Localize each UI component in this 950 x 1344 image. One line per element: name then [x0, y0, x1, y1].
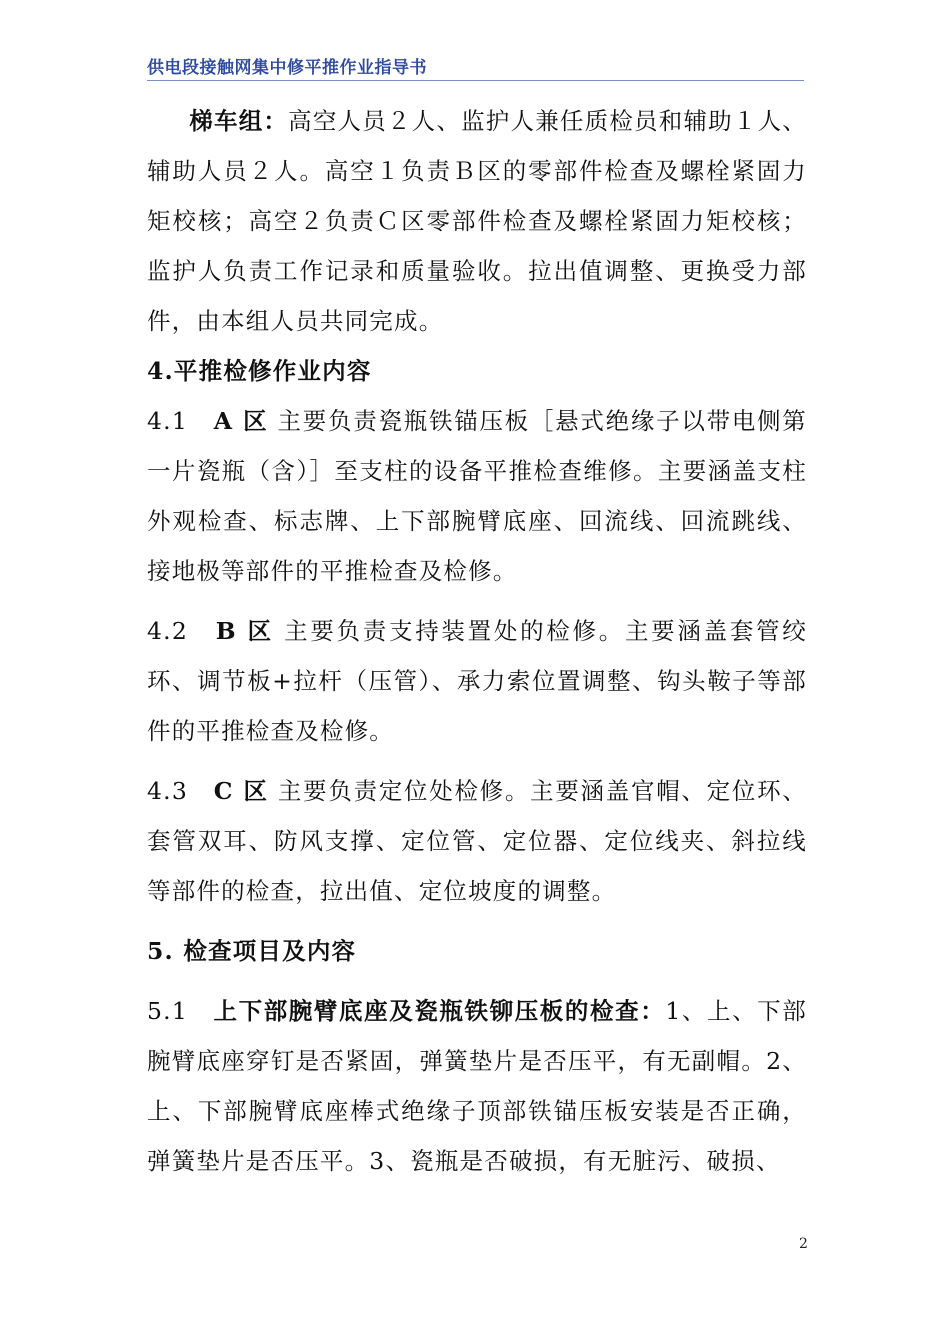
section-5-1-label: 上下部腕臂底座及瓷瓶铁铆压板的检查：	[213, 997, 666, 1025]
section-text-5-1: 1、上、下部腕臂底座穿钉是否紧固，弹簧垫片是否压平，有无副帽。2、上、下部腕臂底座棒式绝缘子顶部铁锚压板安装是否正确，弹簧垫片是否压平。3、瓷瓶是否破损，有无脏污、破损、	[147, 997, 807, 1175]
page-number: 2	[799, 1236, 808, 1252]
section-text-4-2: 主要负责支持装置处的检修。主要涵盖套管绞环、调节板+拉杆（压管）、承力索位置调整、钩头鞍子等部件的平推检查及检修。	[147, 617, 807, 745]
ladder-team-label: 梯车组：	[189, 107, 289, 135]
ladder-team-text: 高空人员２人、监护人兼任质检员和辅助１人、辅助人员２人。高空１负责Ｂ区的零部件检查及螺栓紧固力矩校核；高空２负责Ｃ区零部件检查及螺栓紧固力矩校核；监护人负责工作记录和质量验收。拉出值调整、更换受力部件，由本组人员共同完成。	[147, 107, 807, 335]
section-text-4-3: 主要负责定位处检修。主要涵盖官帽、定位环、套管双耳、防风支撑、定位管、定位器、定位线夹、斜拉线等部件的检查，拉出值、定位坡度的调整。	[147, 777, 807, 905]
section-text-4-1: 主要负责瓷瓶铁锚压板［悬式绝缘子以带电侧第一片瓷瓶（含）］至支柱的设备平推检查维修。主要涵盖支柱外观检查、标志牌、上下部腕臂底座、回流线、回流跳线、接地极等部件的平推检查及检修。	[147, 407, 807, 585]
header-rule	[147, 80, 804, 81]
section-number-5-1: 5.1	[147, 997, 214, 1025]
zone-a-label: A 区	[213, 407, 269, 435]
paragraph-4-1	[147, 396, 807, 596]
paragraph-4-3	[147, 766, 807, 916]
section-heading-5: 5. 检查项目及内容	[147, 937, 357, 965]
document-body	[147, 96, 807, 1186]
zone-c-label: C 区	[213, 777, 269, 805]
zone-b-label: B 区	[215, 617, 274, 645]
section-heading-4: 4.平推检修作业内容	[147, 357, 372, 385]
paragraph-4-2	[147, 606, 807, 756]
document-header-title: 供电段接触网集中修平推作业指导书	[147, 58, 427, 78]
paragraph-5-1	[147, 986, 807, 1186]
section-number-4-3: 4.3	[147, 777, 214, 805]
section-number-4-1: 4.1	[147, 407, 214, 435]
section-number-4-2: 4.2	[147, 617, 216, 645]
paragraph-ladder-team	[147, 96, 807, 346]
